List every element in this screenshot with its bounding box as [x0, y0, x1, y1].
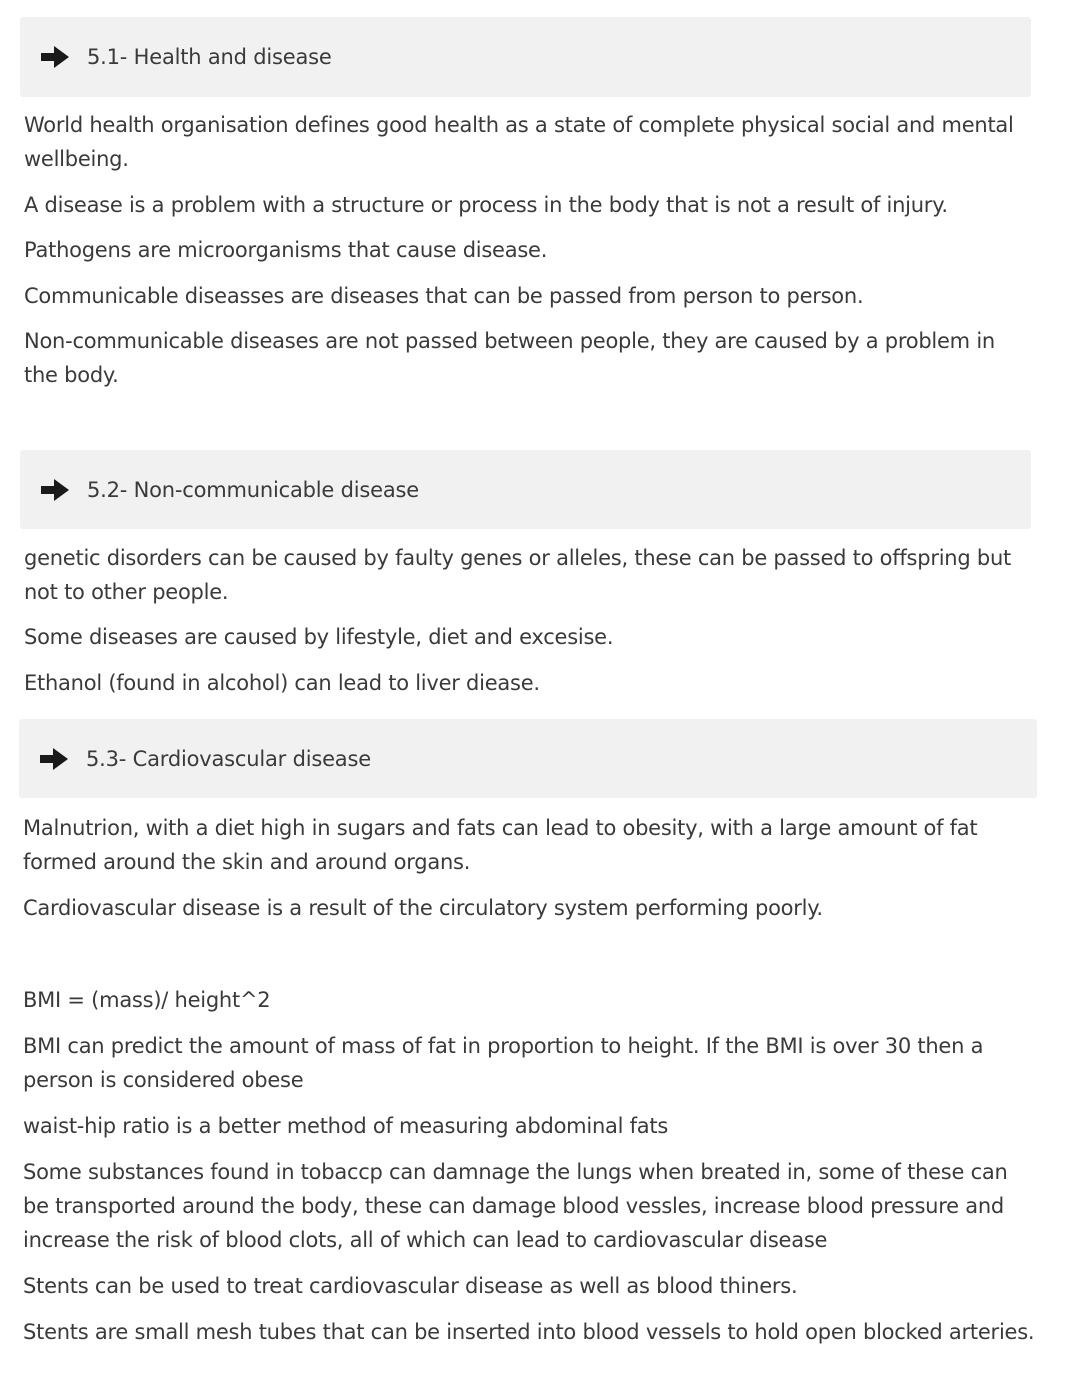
paragraph: waist-hip ratio is a better method of measuring abdominal fats: [23, 1114, 669, 1138]
section-heading: 5.2- Non-communicable disease: [87, 477, 419, 502]
paragraph: Non-communicable diseases are not passed between people, they are caused by a problem in the body.: [24, 329, 995, 387]
paragraph: Some substances found in tobaccp can damnage the lungs when breated in, some of these can be transported around the body, these can damage blood vessles, increase blood pressure and increase the risk of blood clots, all of which can lead to cardiovascular disease: [23, 1160, 1008, 1252]
section-header-5-2[interactable]: [20, 450, 1031, 529]
arrow-right-icon: [41, 479, 69, 501]
paragraph: Stents can be used to treat cardiovascular disease as well as blood thiners.: [23, 1274, 798, 1298]
section-header-5-3[interactable]: [19, 719, 1037, 798]
paragraph: genetic disorders can be caused by faulty genes or alleles, these can be passed to offspring but not to other people.: [24, 546, 1011, 604]
section-heading: 5.3- Cardiovascular disease: [86, 746, 371, 771]
paragraph: Ethanol (found in alcohol) can lead to liver diease.: [24, 671, 540, 695]
paragraph: Cardiovascular disease is a result of the circulatory system performing poorly.: [23, 896, 823, 920]
paragraph: BMI can predict the amount of mass of fat in proportion to height. If the BMI is over 30 then a person is considered obese: [23, 1034, 984, 1092]
section-heading: 5.1- Health and disease: [87, 45, 332, 69]
arrow-right-icon: [41, 46, 69, 68]
paragraph: BMI = (mass)/ height^2: [23, 988, 271, 1012]
paragraph: Some diseases are caused by lifestyle, diet and excesise.: [24, 625, 614, 649]
section-header-5-1[interactable]: [20, 17, 1031, 97]
paragraph: Malnutrion, with a diet high in sugars and fats can lead to obesity, with a large amount of fat formed around the skin and around organs.: [23, 816, 978, 874]
paragraph: Stents are small mesh tubes that can be inserted into blood vessels to hold open blocked arteries.: [23, 1320, 1035, 1344]
paragraph: World health organisation defines good health as a state of complete physical social and mental wellbeing.: [24, 113, 1014, 171]
arrow-right-icon: [40, 748, 68, 770]
paragraph: A disease is a problem with a structure or process in the body that is not a result of injury.: [24, 193, 948, 217]
paragraph: Communicable diseasses are diseases that can be passed from person to person.: [24, 284, 864, 308]
paragraph: Pathogens are microorganisms that cause disease.: [24, 238, 548, 262]
